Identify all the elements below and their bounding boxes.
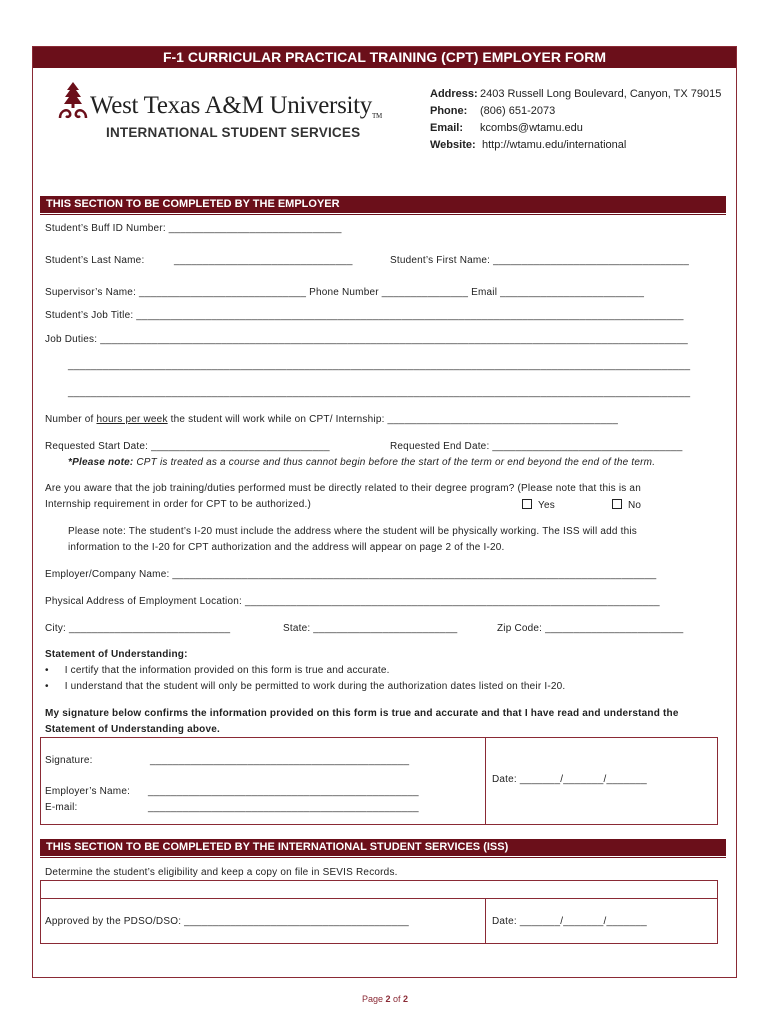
wtamu-seal-icon [58, 80, 88, 120]
iss-box [40, 880, 718, 944]
signature-confirmation-2: Statement of Understanding above. [45, 724, 220, 735]
address: 2403 Russell Long Boulevard, Canyon, TX 79015 [480, 88, 722, 100]
bullet-1: • I certify that the information provided on this form is true and accurate. [45, 665, 390, 676]
hours-per-week-field[interactable]: Number of hours per week the student will work while on CPT/ Internship: ________________________________________ [45, 414, 618, 425]
job-duties-line-3[interactable]: ____________________________________________________________________________________________________________ [68, 387, 691, 398]
iss-section-heading: THIS SECTION TO BE COMPLETED BY THE INTERNATIONAL STUDENT SERVICES (ISS) [40, 839, 726, 856]
contact-block: Address: 2403 Russell Long Boulevard, Canyon, TX 79015 Phone: (806) 651-2073 Email: kcombs@wtamu.edu Website: http://wtamu.edu/international [430, 88, 722, 151]
job-duties-line-2[interactable]: ____________________________________________________________________________________________________________ [68, 360, 691, 371]
checkbox-icon [612, 499, 622, 509]
page-number: Page 2 of 2 [361, 994, 409, 1004]
i20-note-2: information to the I-20 for CPT authorization and the address will appear on page 2 of the I-20. [68, 542, 505, 553]
buff-id-field[interactable]: Student’s Buff ID Number: ______________________________ [45, 223, 342, 234]
first-name-field[interactable]: Student’s First Name: __________________________________ [390, 255, 690, 266]
email-link[interactable]: kcombs@wtamu.edu [480, 122, 583, 134]
supervisor-field[interactable]: Supervisor’s Name: _____________________________ Phone Number _______________ Email _________________________ [45, 287, 645, 298]
phone: (806) 651-2073 [480, 105, 556, 117]
employer-section-heading: THIS SECTION TO BE COMPLETED BY THE EMPLOYER [40, 196, 726, 213]
last-name-label: Student’s Last Name: [45, 255, 145, 266]
form-title: F-1 CURRICULAR PRACTICAL TRAINING (CPT) EMPLOYER FORM [33, 47, 736, 68]
signature-label: Signature: [45, 755, 93, 766]
eligibility-text: Determine the student’s eligibility and keep a copy on file in SEVIS Records. [45, 867, 398, 878]
pdso-approval-field[interactable]: Approved by the PDSO/DSO: _______________________________________ [45, 916, 409, 927]
job-duties-field[interactable]: Job Duties: ______________________________________________________________________________________________________ [45, 334, 688, 345]
start-date-field[interactable]: Requested Start Date: _______________________________ [45, 441, 330, 452]
understanding-heading: Statement of Understanding: [45, 649, 188, 660]
iss-date-field[interactable]: Date: _______/_______/_______ [492, 916, 647, 927]
employer-name-field[interactable]: _______________________________________________ [148, 786, 419, 797]
last-name-field[interactable]: _______________________________ [174, 255, 353, 266]
checkbox-icon [522, 499, 532, 509]
no-checkbox[interactable]: No [612, 499, 641, 511]
iss-box-rule [40, 898, 718, 899]
email-label: E-mail: [45, 802, 78, 813]
i20-note: Please note: The student’s I-20 must include the address where the student will be physically working. The ISS will add this [68, 526, 637, 537]
company-name-field[interactable]: Employer/Company Name: ____________________________________________________________________________________ [45, 569, 657, 580]
signature-box-divider [485, 737, 486, 825]
cpt-note: *Please note: CPT is treated as a course and thus cannot begin before the start of the term or end beyond the end of the term. [68, 457, 656, 468]
employer-name-label: Employer’s Name: [45, 786, 131, 797]
aware-question: Are you aware that the job training/duties performed must be directly related to their degree program? (Please note that this is an [45, 483, 641, 494]
website-link[interactable]: http://wtamu.edu/international [482, 139, 627, 151]
signature-confirmation: My signature below confirms the information provided on this form is true and accurate and that I have read and understand the [45, 708, 679, 719]
state-field[interactable]: State: _________________________ [283, 623, 458, 634]
signature-field[interactable]: _____________________________________________ [150, 755, 410, 766]
zip-field[interactable]: Zip Code: ________________________ [497, 623, 684, 634]
university-name: West Texas A&M UniversityTM [90, 92, 382, 120]
job-title-field[interactable]: Student’s Job Title: _______________________________________________________________________________________________ [45, 310, 684, 321]
employer-email-field[interactable]: _______________________________________________ [148, 802, 419, 813]
department-name: INTERNATIONAL STUDENT SERVICES [106, 125, 361, 140]
city-field[interactable]: City: ____________________________ [45, 623, 231, 634]
university-logo [58, 78, 408, 148]
signature-date-field[interactable]: Date: _______/_______/_______ [492, 774, 647, 785]
bullet-2: • I understand that the student will only be permitted to work during the authorization dates listed on their I-20. [45, 681, 566, 692]
physical-address-field[interactable]: Physical Address of Employment Location: ________________________________________________________________________ [45, 596, 660, 607]
end-date-field[interactable]: Requested End Date: _________________________________ [390, 441, 683, 452]
iss-box-divider [485, 898, 486, 944]
aware-question-2: Internship requirement in order for CPT to be authorized.) [45, 499, 311, 510]
yes-checkbox[interactable]: Yes [522, 499, 555, 511]
